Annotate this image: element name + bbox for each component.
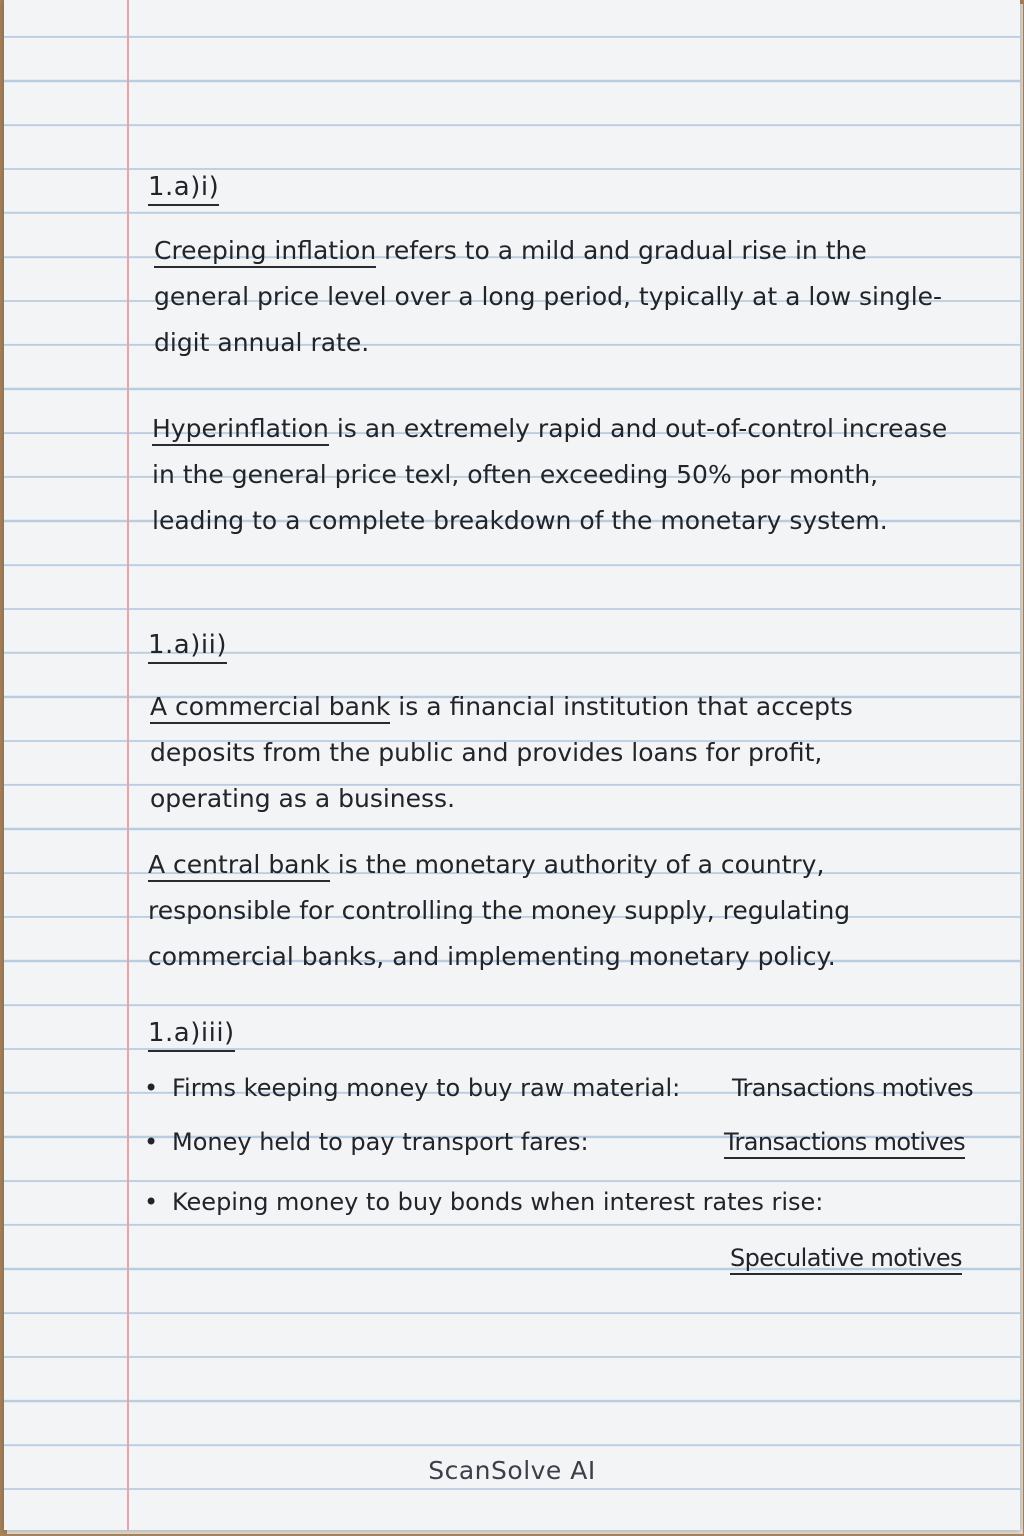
term-creeping-inflation: Creeping inflation — [154, 236, 376, 268]
bullet-icon: • — [144, 1188, 159, 1216]
list-item-question: Money held to pay transport fares: — [172, 1128, 589, 1156]
definition-text: is a financial institution that accepts deposits from the public and provides loans for profit, operating as a business. — [150, 692, 853, 813]
list-item — [144, 1128, 994, 1180]
definition-text: is an extremely rapid and out-of-control increase in the general price texl, often exceeding 50% por month, leading to a complete breakdown of the monetary system. — [152, 414, 948, 535]
bullet-icon: • — [144, 1128, 159, 1156]
definition-commercial-bank — [150, 684, 950, 822]
list-item — [144, 1074, 994, 1126]
definition-text: refers to a mild and gradual rise in the general price level over a long period, typically at a low single-digit annual rate. — [154, 236, 943, 357]
list-item-answer: Transactions motives — [732, 1074, 974, 1102]
list-item — [144, 1188, 994, 1298]
list-item-question: Firms keeping money to buy raw material: — [172, 1074, 681, 1102]
list-item-answer: Transactions motives — [724, 1128, 965, 1159]
list-item-question: Keeping money to buy bonds when interest rates rise: — [172, 1188, 824, 1216]
term-commercial-bank: A commercial bank — [150, 692, 390, 724]
section-heading-1ai: 1.a)i) — [148, 172, 219, 206]
section-heading-1aii: 1.a)ii) — [148, 630, 227, 664]
definition-central-bank — [148, 842, 948, 980]
term-hyperinflation: Hyperinflation — [152, 414, 329, 446]
watermark-text: ScanSolve AI — [428, 1456, 596, 1485]
section-heading-1aiii: 1.a)iii) — [148, 1018, 235, 1052]
term-central-bank: A central bank — [148, 850, 330, 882]
definition-text: is the monetary authority of a country, responsible for controlling the money supply, regulating commercial banks, and implementing monetary policy. — [148, 850, 851, 971]
margin-line — [127, 0, 129, 1530]
bullet-icon: • — [144, 1074, 159, 1102]
notebook-page — [4, 0, 1020, 1530]
definition-creeping-inflation — [154, 228, 954, 366]
definition-hyperinflation — [152, 406, 952, 544]
list-item-answer: Speculative motives — [730, 1244, 962, 1275]
